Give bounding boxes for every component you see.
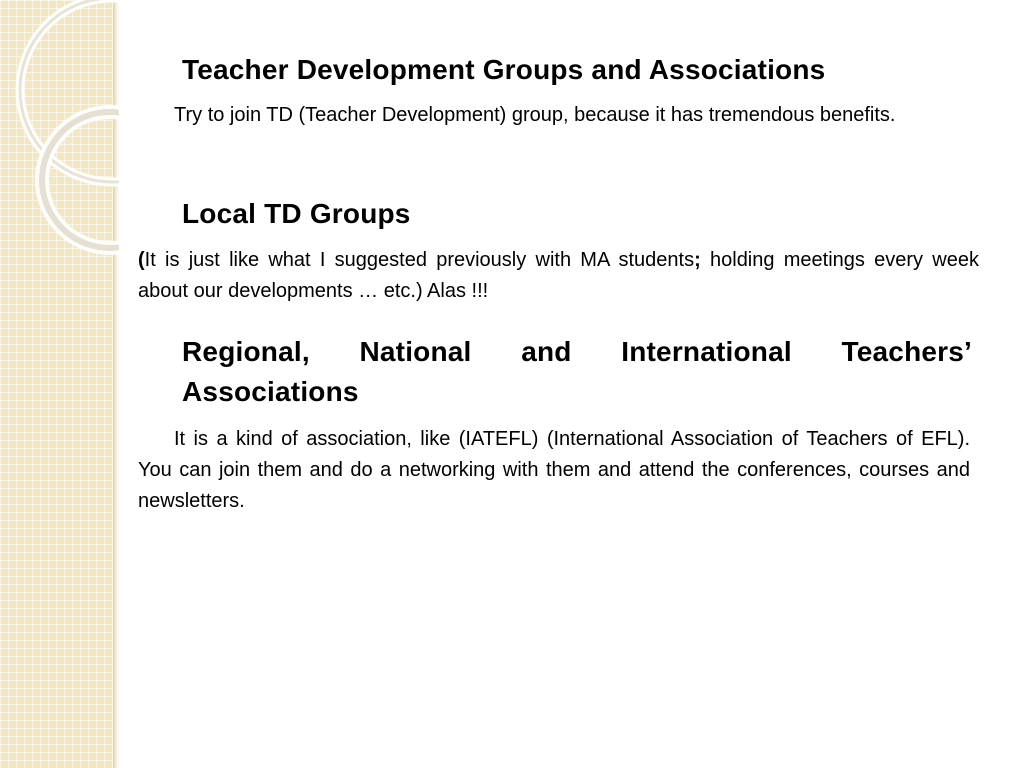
ring-upper: [20, 0, 119, 182]
local-groups-paragraph: [138, 245, 979, 307]
heading-teacher-development: Teacher Development Groups and Associations: [182, 54, 826, 85]
ring-upper-shade: [20, 0, 119, 182]
regional-paragraph: It is a kind of association, like (IATEFL) (International Association of Teachers of EFL). You can join them and do a networking with them and attend the conferences, courses and newsletters.: [138, 428, 970, 512]
decorative-rings: [0, 0, 119, 260]
local-text-b: holding meetings every week about our developments … etc.) Alas !!!: [138, 249, 979, 302]
semicolon: ;: [694, 249, 701, 271]
open-paren: (: [138, 249, 145, 271]
heading-local-td-groups: Local TD Groups: [182, 198, 411, 229]
heading-regional-associations: Regional, National and International Teachers’ Associations: [182, 336, 972, 407]
slide-content: [138, 0, 980, 768]
local-text-a: It is just like what I suggested previously with MA students: [144, 249, 695, 271]
intro-paragraph: Try to join TD (Teacher Development) group, because it has tremendous benefits.: [174, 104, 896, 126]
